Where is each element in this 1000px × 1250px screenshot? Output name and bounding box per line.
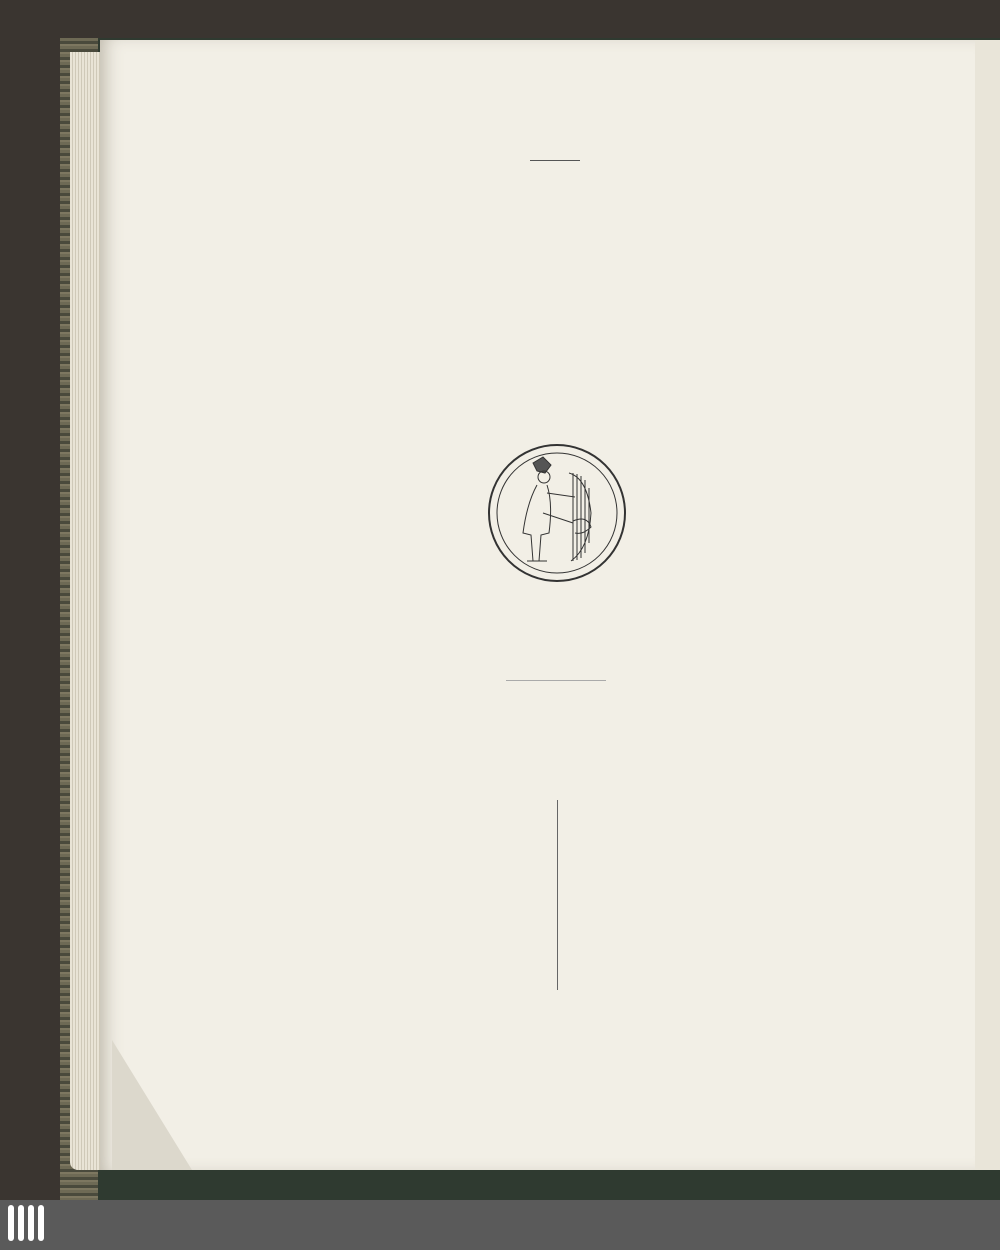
- next-page-edge: [975, 40, 1000, 1170]
- calendar-seal-image: [487, 443, 627, 583]
- library-logo-icon: [8, 1205, 48, 1245]
- library-footer: [0, 1200, 1000, 1250]
- page-corner-fold: [112, 1040, 192, 1170]
- section-separator: [506, 680, 606, 681]
- column-separator: [557, 800, 558, 990]
- book-page: [100, 40, 975, 1170]
- page-number-rule: [530, 160, 580, 161]
